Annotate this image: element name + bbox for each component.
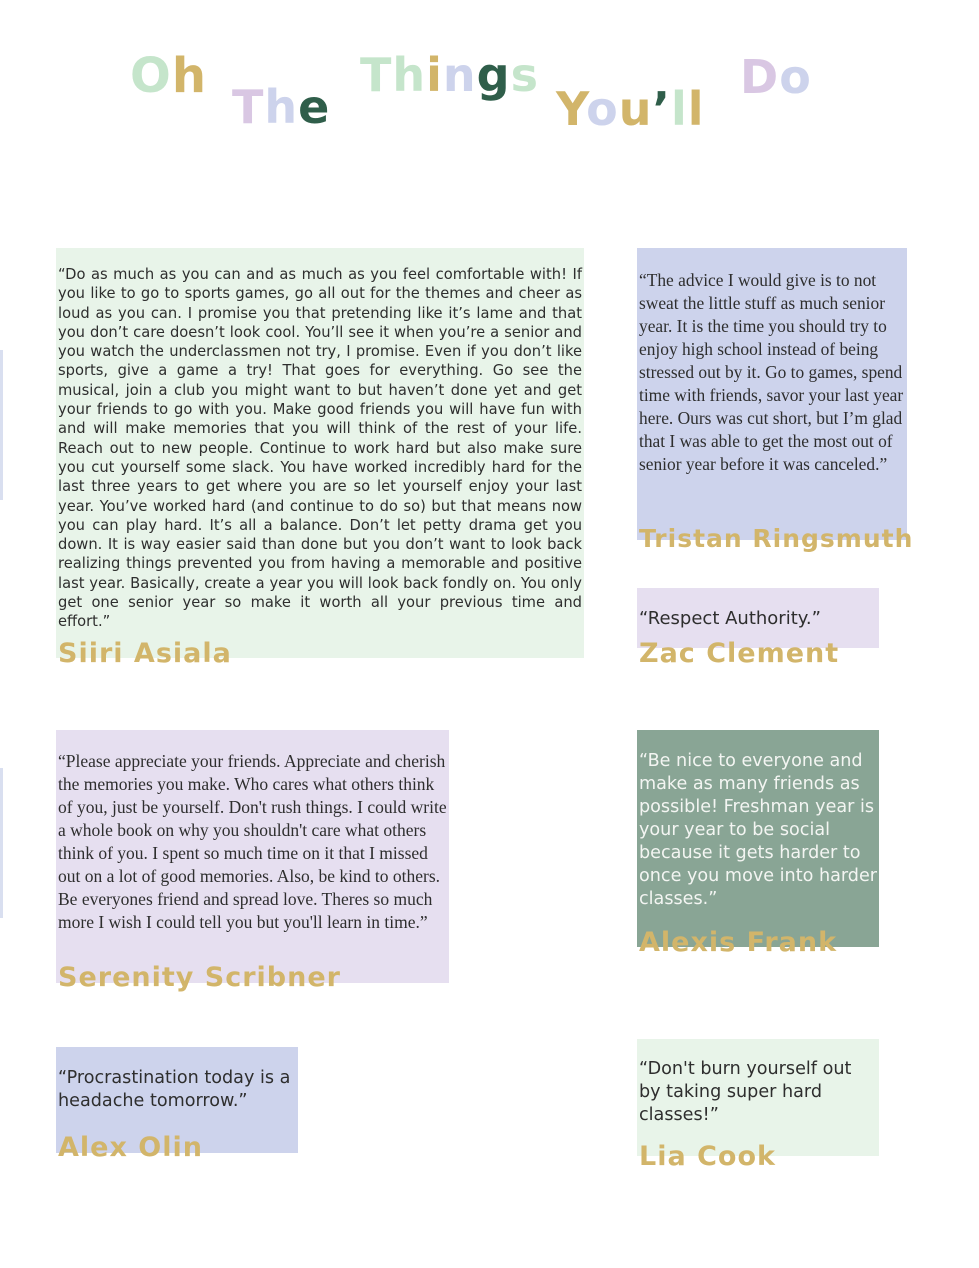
quote-author: Siiri Asiala [58, 638, 232, 669]
quote-text: “Don't burn yourself out by taking super hard classes!” [639, 1059, 852, 1125]
title-word-youll: You’ll [556, 82, 705, 136]
quote-text: “Please appreciate your friends. Appreciate and cherish the memories you make. Who cares what others think of you, just be yourself. Don't rush things. I could write a whole book on why you shouldn't care what others think of you. I spent so much time on it that I missed out on a lot of good memories. Also, be kind to others. Be everyones friend and spread love. Theres so much more I wish I could tell you but you'll learn in time.” [58, 751, 447, 932]
page-edge-rule [0, 768, 3, 918]
quote-text: “Procrastination today is a headache tomorrow.” [58, 1068, 291, 1111]
quote-author: Zac Clement [639, 638, 840, 669]
quote-text: “Be nice to everyone and make as many friends as possible! Freshman year is your year to be social because it gets harder to once you move into harder classes.” [639, 751, 878, 909]
page-edge-rule [0, 350, 3, 500]
title-word-do: Do [740, 50, 812, 104]
quote-author: Alex Olin [58, 1132, 203, 1163]
quote-text: “Do as much as you can and as much as you feel comfortable with! If you like to go to sports games, go all out for the themes and cheer as loud as you can. I promise you that pretending like it’s lame and that you don’t care doesn’t look cool. You’ll see it when you’re a senior and you watch the underclassmen not try, I promise. Even if you don’t like sports, give a game a try! That goes for everything. Go see the musical, join a club you might want to but haven’t done yet and get your friends to go with you. Make good friends you will have fun with and will make memories that you will think of the rest of your life. Reach out to new people. Continue to work hard but also make sure you cut yourself some slack. You have worked incredibly hard for the last three years to get where you are so let yourself enjoy your last year. You’ve worked hard (and continue to do so) but that means now you can play hard. It’s all a balance. Don’t let petty drama get you down. It is way easier said than done but you don’t want to look back realizing things prevented you from having a memorable and positive last year. Basically, create a year you will look back fondly on. You only get one senior year so make it worth all your previous time and effort.” [58, 266, 582, 631]
quote-author: Alexis Frank [639, 927, 838, 958]
title-word-things: Things [360, 48, 539, 102]
title-word-the: The [232, 80, 331, 134]
quote-text: “Respect Authority.” [639, 608, 821, 629]
quote-text: “The advice I would give is to not sweat the little stuff as much senior year. It is the time you should try to enjoy high school instead of being stressed out by it. Go to games, spend time with friends, savor your last year here. Ours was cut short, but I’m glad that I was able to get the most out of senior year before it was canceled.” [639, 270, 904, 474]
quote-author: Tristan Ringsmuth [639, 524, 914, 553]
quote-author: Lia Cook [639, 1141, 776, 1172]
title-word-oh: Oh [130, 48, 207, 104]
quote-author: Serenity Scribner [58, 962, 341, 993]
